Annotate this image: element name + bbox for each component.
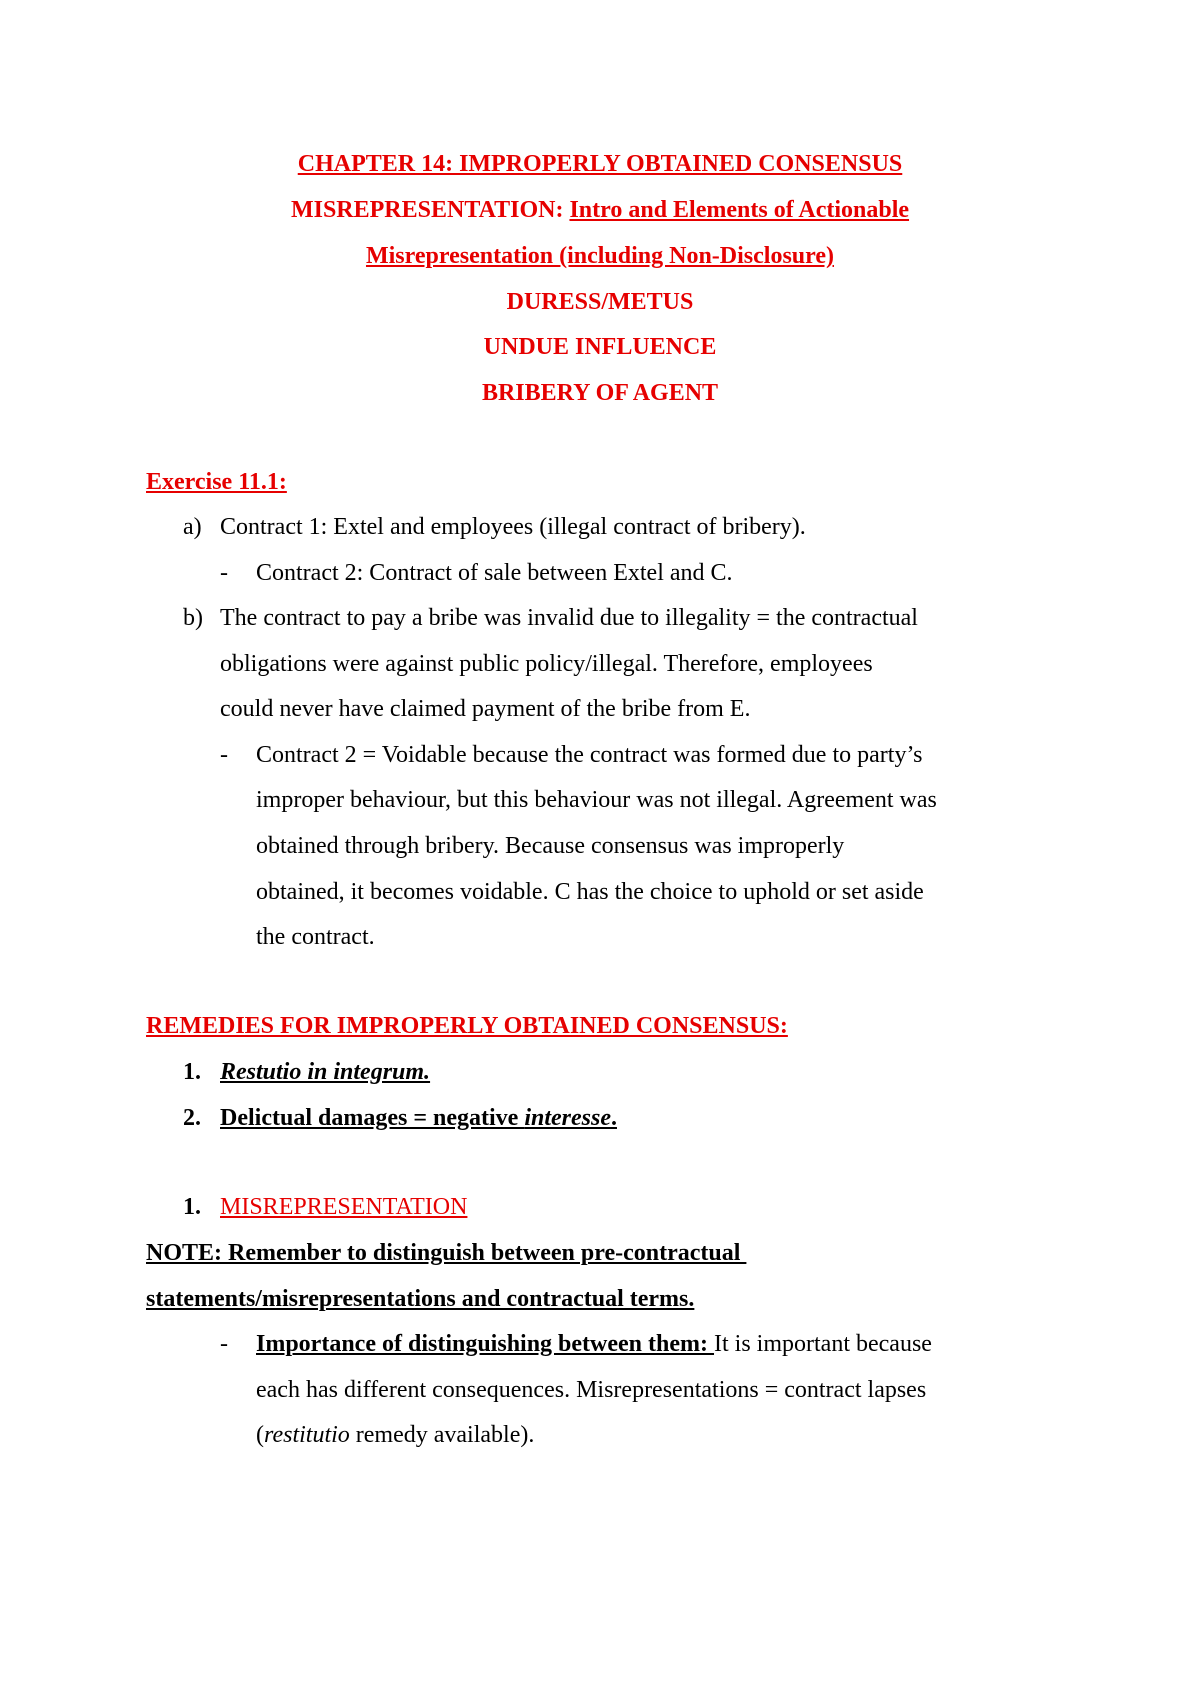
exercise-b-sub-line: obtained through bribery. Because consensus was improperly bbox=[256, 833, 845, 859]
exercise-b-sub-line: obtained, it becomes voidable. C has the choice to uphold or set aside bbox=[256, 879, 924, 905]
note-line-2: statements/misrepresentations and contractual terms. bbox=[146, 1286, 695, 1312]
importance-line-3-rest: remedy available). bbox=[349, 1422, 535, 1448]
exercise-b-sub-line: improper behaviour, but this behaviour was not illegal. Agreement was bbox=[256, 787, 937, 813]
importance-bullet-marker: - bbox=[220, 1331, 228, 1357]
importance-line-1-rest: It is important because bbox=[714, 1331, 932, 1357]
note-line-1: NOTE: Remember to distinguish between pre-contractual bbox=[146, 1240, 747, 1266]
remedy-2-prefix: Delictual damages = negative bbox=[220, 1105, 525, 1131]
chapter-title: CHAPTER 14: IMPROPERLY OBTAINED CONSENSUS bbox=[297, 151, 903, 177]
misrepresentation-link-line1[interactable]: Intro and Elements of Actionable bbox=[569, 197, 910, 223]
misrepresentation-label: MISREPRESENTATION: bbox=[290, 197, 570, 223]
misrepresentation-heading bbox=[0, 195, 1200, 225]
importance-line-3-italic: restitutio bbox=[264, 1422, 350, 1448]
duress-heading: DURESS/METUS bbox=[506, 289, 694, 315]
remedy-2-number: 2. bbox=[183, 1105, 201, 1131]
importance-line-3 bbox=[256, 1420, 534, 1450]
importance-line-3-open: ( bbox=[256, 1422, 264, 1448]
undue-influence-heading: UNDUE INFLUENCE bbox=[483, 334, 717, 360]
exercise-b-sub-marker: - bbox=[220, 742, 228, 768]
importance-line-2: each has different consequences. Misrepresentations = contract lapses bbox=[256, 1377, 927, 1403]
section-1-number: 1. bbox=[183, 1194, 201, 1220]
exercise-b-sub-line: the contract. bbox=[256, 924, 375, 950]
remedy-1-number: 1. bbox=[183, 1059, 201, 1085]
importance-bold-label: Importance of distinguishing between them: bbox=[256, 1331, 715, 1357]
exercise-b-line: obligations were against public policy/illegal. Therefore, employees bbox=[220, 651, 873, 677]
misrepresentation-link-line2[interactable]: Misrepresentation (including Non-Disclosure) bbox=[365, 243, 834, 269]
exercise-b-marker: b) bbox=[183, 605, 203, 631]
remedies-title: REMEDIES FOR IMPROPERLY OBTAINED CONSENSUS: bbox=[146, 1013, 788, 1039]
exercise-b-line: The contract to pay a bribe was invalid due to illegality = the contractual bbox=[220, 605, 918, 631]
exercise-a-text: Contract 1: Extel and employees (illegal contract of bribery). bbox=[220, 514, 806, 540]
exercise-a-sub-marker: - bbox=[220, 560, 228, 586]
remedy-2-suffix: . bbox=[610, 1105, 617, 1131]
remedy-1-text: Restutio in integrum. bbox=[220, 1059, 431, 1085]
remedy-2-text bbox=[220, 1103, 617, 1133]
exercise-a-sub-text: Contract 2: Contract of sale between Extel and C. bbox=[256, 560, 733, 586]
section-1-title: MISREPRESENTATION bbox=[220, 1194, 468, 1220]
bribery-heading: BRIBERY OF AGENT bbox=[481, 380, 719, 406]
remedy-2-italic: interesse bbox=[524, 1105, 611, 1131]
exercise-b-line: could never have claimed payment of the bribe from E. bbox=[220, 696, 751, 722]
exercise-title: Exercise 11.1: bbox=[146, 469, 287, 495]
exercise-b-sub-line: Contract 2 = Voidable because the contract was formed due to party’s bbox=[256, 742, 923, 768]
exercise-a-marker: a) bbox=[183, 514, 202, 540]
importance-line-1 bbox=[256, 1329, 932, 1359]
